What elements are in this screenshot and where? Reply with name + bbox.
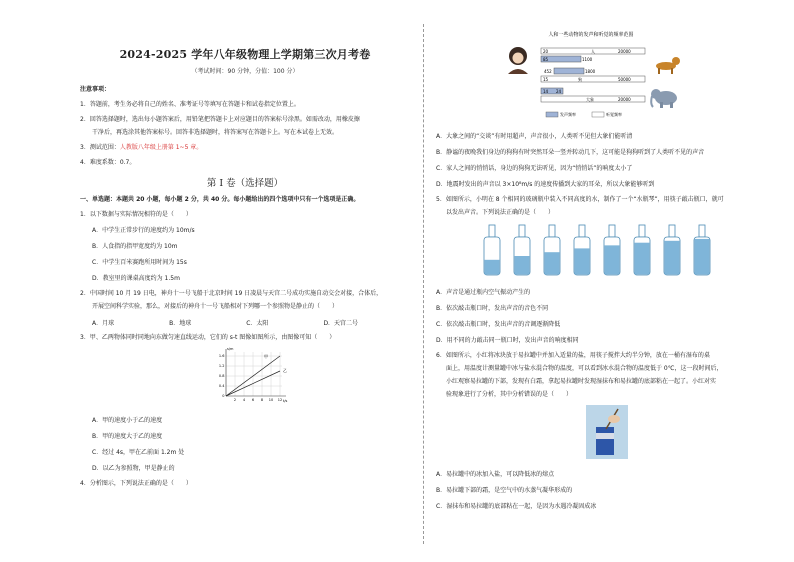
q3-option-d: D．以乙为参照物，甲是静止的 (92, 465, 175, 472)
can-shape (596, 427, 614, 455)
elephant-icon (651, 89, 677, 108)
q4-option-a: A．大象之间的“交谈”有时用超声，声音很小，人类听不见但大象们能听清 (436, 133, 633, 140)
st-ytick: 0.4 (218, 384, 225, 389)
question-5-stem-2: 以发出声音。下列说法正确的是（ ） (446, 209, 555, 216)
st-ylabel: s/m (227, 347, 234, 351)
q4-option-c: C．家人之间的悄悄话，身边的狗狗无法听见，因为“悄悄话”的响度太小了 (436, 165, 633, 172)
notes-heading: 注意事项： (80, 86, 111, 93)
q2-option-c: C．太阳 (246, 320, 269, 327)
question-6-line-1: 6．如图所示，小红将冰块放于易拉罐中并加入适量的盐，用筷子搅拌大约半分钟，放在一桶有湿布的桌 (436, 352, 710, 359)
legend-hearing-swatch (592, 112, 604, 117)
human-label: 人 (591, 49, 595, 54)
question-6-line-2: 面上，用温度计测量罐中冰与盐水混合物的温度，可以看到冰水混合物的温度低于 0℃，这一段时间后， (446, 365, 723, 372)
bottle (604, 225, 620, 275)
st-xtick: 12 (277, 398, 283, 402)
bottle (544, 225, 560, 275)
q3-option-a: A．甲的速度小于乙的速度 (92, 417, 163, 424)
human-voice-low: 85 (543, 57, 549, 62)
q2-option-a: A．月球 (92, 320, 115, 327)
q3-option-c: C．经过 4s，甲在乙前面 1.2m 处 (92, 449, 185, 456)
section-title: 第 I 卷（选择题） (206, 178, 284, 189)
freq-title: 人和一些动物的发声和听觉的频率范围 (548, 32, 634, 38)
q1-option-a: A．中学生正常步行的速度约为 10m/s (92, 227, 195, 234)
frequency-chart (496, 30, 686, 126)
q1-option-c: C．中学生百米赛跑所用时间为 15s (92, 259, 187, 266)
water-bottles-figure (476, 223, 726, 277)
note-1: 1．答题前，考生务必将自己的姓名、准考证号等填写在答题卡和试卷指定位置上。 (80, 101, 300, 108)
section-intro-rest: 每小题 2 分，共 40 分。每小题给出的四个选项中只有一个选项是正确。 (164, 196, 360, 203)
q1-option-b: B．人食指的指甲宽度约为 10m (92, 243, 178, 250)
st-xtick: 8 (260, 398, 264, 402)
q2-option-b: B．地球 (169, 320, 192, 327)
dog-icon (656, 57, 680, 74)
note-3-label: 3．测试范围： (80, 144, 120, 151)
dog-voice-high: 1800 (585, 69, 596, 74)
note-3 (80, 143, 410, 152)
st-xlabel: t/s (283, 399, 288, 403)
column-divider (423, 24, 424, 544)
q6-option-b: B．易拉罐下部的霜，是空气中的水蒸气凝华形成的 (436, 487, 573, 494)
st-xtick: 10 (268, 398, 274, 402)
q3-option-b: B．甲的速度大于乙的速度 (92, 433, 163, 440)
question-6-line-4: 验现象进行了分析，其中分析错误的是（ ） (446, 391, 573, 398)
legend-hearing: 听觉频率 (606, 112, 622, 117)
hand-shape (608, 415, 620, 423)
question-4-stem: 4．分析图示，下列说法正确的是（ ） (80, 480, 192, 487)
exam-time-info: （考试时间：90 分钟，分值：100 分） (191, 68, 299, 75)
elephant-voice-high: 24 (556, 89, 562, 94)
legend-voice: 发声频率 (560, 112, 576, 117)
bottle (694, 225, 710, 275)
test-scope: 人教版八年级上册第 1~5 章。 (119, 144, 203, 151)
q6-option-c: C．湿抹布和易拉罐的底部粘在一起，是因为水遇冷凝固成冰 (436, 503, 597, 510)
question-5-stem: 5．如图所示，小明在 8 个相同的玻璃瓶中装入不同高度的水，制作了一个“水瓶琴”，用筷子敲击瓶口，就可 (436, 196, 724, 203)
q4-option-d: D．地震时发出的声音以 3×10⁸m/s 的速度传播到大家的耳朵，所以大象能够听到 (436, 181, 655, 188)
q5-option-a: A．声音是通过瓶内空气振动产生的 (436, 289, 531, 296)
q2-option-d: D．天宫二号 (323, 320, 359, 327)
bottle (664, 225, 680, 275)
question-2-stem: 2．中国时间 10 月 19 日电，神舟十一号飞船于北京时间 19 日凌晨与天宫二号成功实施自动交会对接，合体后， (80, 290, 383, 297)
note-2b: 干净后，再选涂其他答案标号。回答非选择题时，将答案写在答题卡上。写在本试卷上无效。 (92, 129, 339, 136)
elephant-voice-low: 14 (543, 89, 549, 94)
st-xtick: 4 (242, 398, 246, 402)
right-column (436, 30, 776, 511)
dog-hearing-low: 15 (543, 77, 549, 82)
st-xtick: 6 (251, 398, 255, 402)
q6-option-a: A．易拉罐中的冰加入盐，可以降低冰的熔点 (436, 471, 555, 478)
q5-option-c: C．依次敲击瓶口时，发出声音的音调逐渐降低 (436, 321, 561, 328)
ice-can-photo (586, 405, 628, 459)
bottle (634, 225, 650, 275)
human-high: 20000 (618, 49, 631, 54)
st-ytick: 1.6 (218, 354, 225, 359)
st-chart (212, 346, 292, 406)
person-icon (508, 47, 528, 74)
dog-voice-bar (554, 68, 584, 74)
legend-voice-swatch (546, 112, 558, 117)
human-voice-high: 1100 (582, 57, 593, 62)
exam-title: 2024-2025 学年八年级物理上学期第三次月考卷 (119, 48, 371, 61)
bottle (574, 225, 590, 275)
question-2-stem-2: 开展空间科学实验，那么，对接后的神舟十一号飞船相对下列哪一个参照物是静止的（ ） (92, 303, 339, 310)
section-intro-bold: 一、单选题：本题共 20 小题， (80, 196, 165, 203)
note-2: 2．回答选择题时，选出每小题答案后，用铅笔把答题卡上对应题目的答案标号涂黑。如需改动，用橡皮擦 (80, 116, 360, 123)
st-ytick: 0 (222, 394, 225, 399)
dog-label: 狗 (578, 77, 582, 82)
question-1-stem: 1．以下数据与实际情况相符的是（ ） (80, 211, 192, 218)
q5-option-d: D．用不同的力敲击同一瓶口时，发出声音的响度相同 (436, 337, 579, 344)
dog-hearing-high: 50000 (618, 77, 631, 82)
bottle (484, 225, 500, 275)
st-line-b-label: 乙 (283, 368, 287, 373)
bottle (514, 225, 530, 275)
dog-voice-low: 452 (544, 69, 552, 74)
q5-option-b: B．依次敲击瓶口时，发出声音的音色不同 (436, 305, 549, 312)
q2-options (92, 318, 410, 327)
left-column (80, 24, 410, 488)
st-line-a-label: 甲 (264, 354, 268, 359)
st-ytick: 1.2 (218, 364, 225, 369)
st-xtick: 2 (233, 398, 237, 402)
human-low: 20 (543, 49, 549, 54)
section-intro (80, 195, 410, 204)
question-3-stem: 3．甲、乙两物体同时同地向东做匀速直线运动，它们的 s-t 图像如图所示，由图像可知（ ） (80, 334, 336, 341)
st-ytick: 0.8 (218, 374, 225, 379)
q4-option-b: B．静谧的夜晚我们身边的狗狗有时突然耳朵一竖并转动几下，这可能是狗狗听到了人类听不见的声音 (436, 149, 705, 156)
q1-option-d: D．教室里的课桌高度约为 1.5m (92, 275, 180, 282)
question-6-line-3: 小红观察易拉罐的下部，发现有白霜，拿起易拉罐时发现湿抹布和易拉罐的底部粘在一起了。小红对实 (446, 378, 717, 385)
elephant-label: 大象 (586, 97, 594, 102)
note-4: 4．难度系数：0.7。 (80, 159, 136, 166)
elephant-hearing-high: 20000 (618, 97, 631, 102)
